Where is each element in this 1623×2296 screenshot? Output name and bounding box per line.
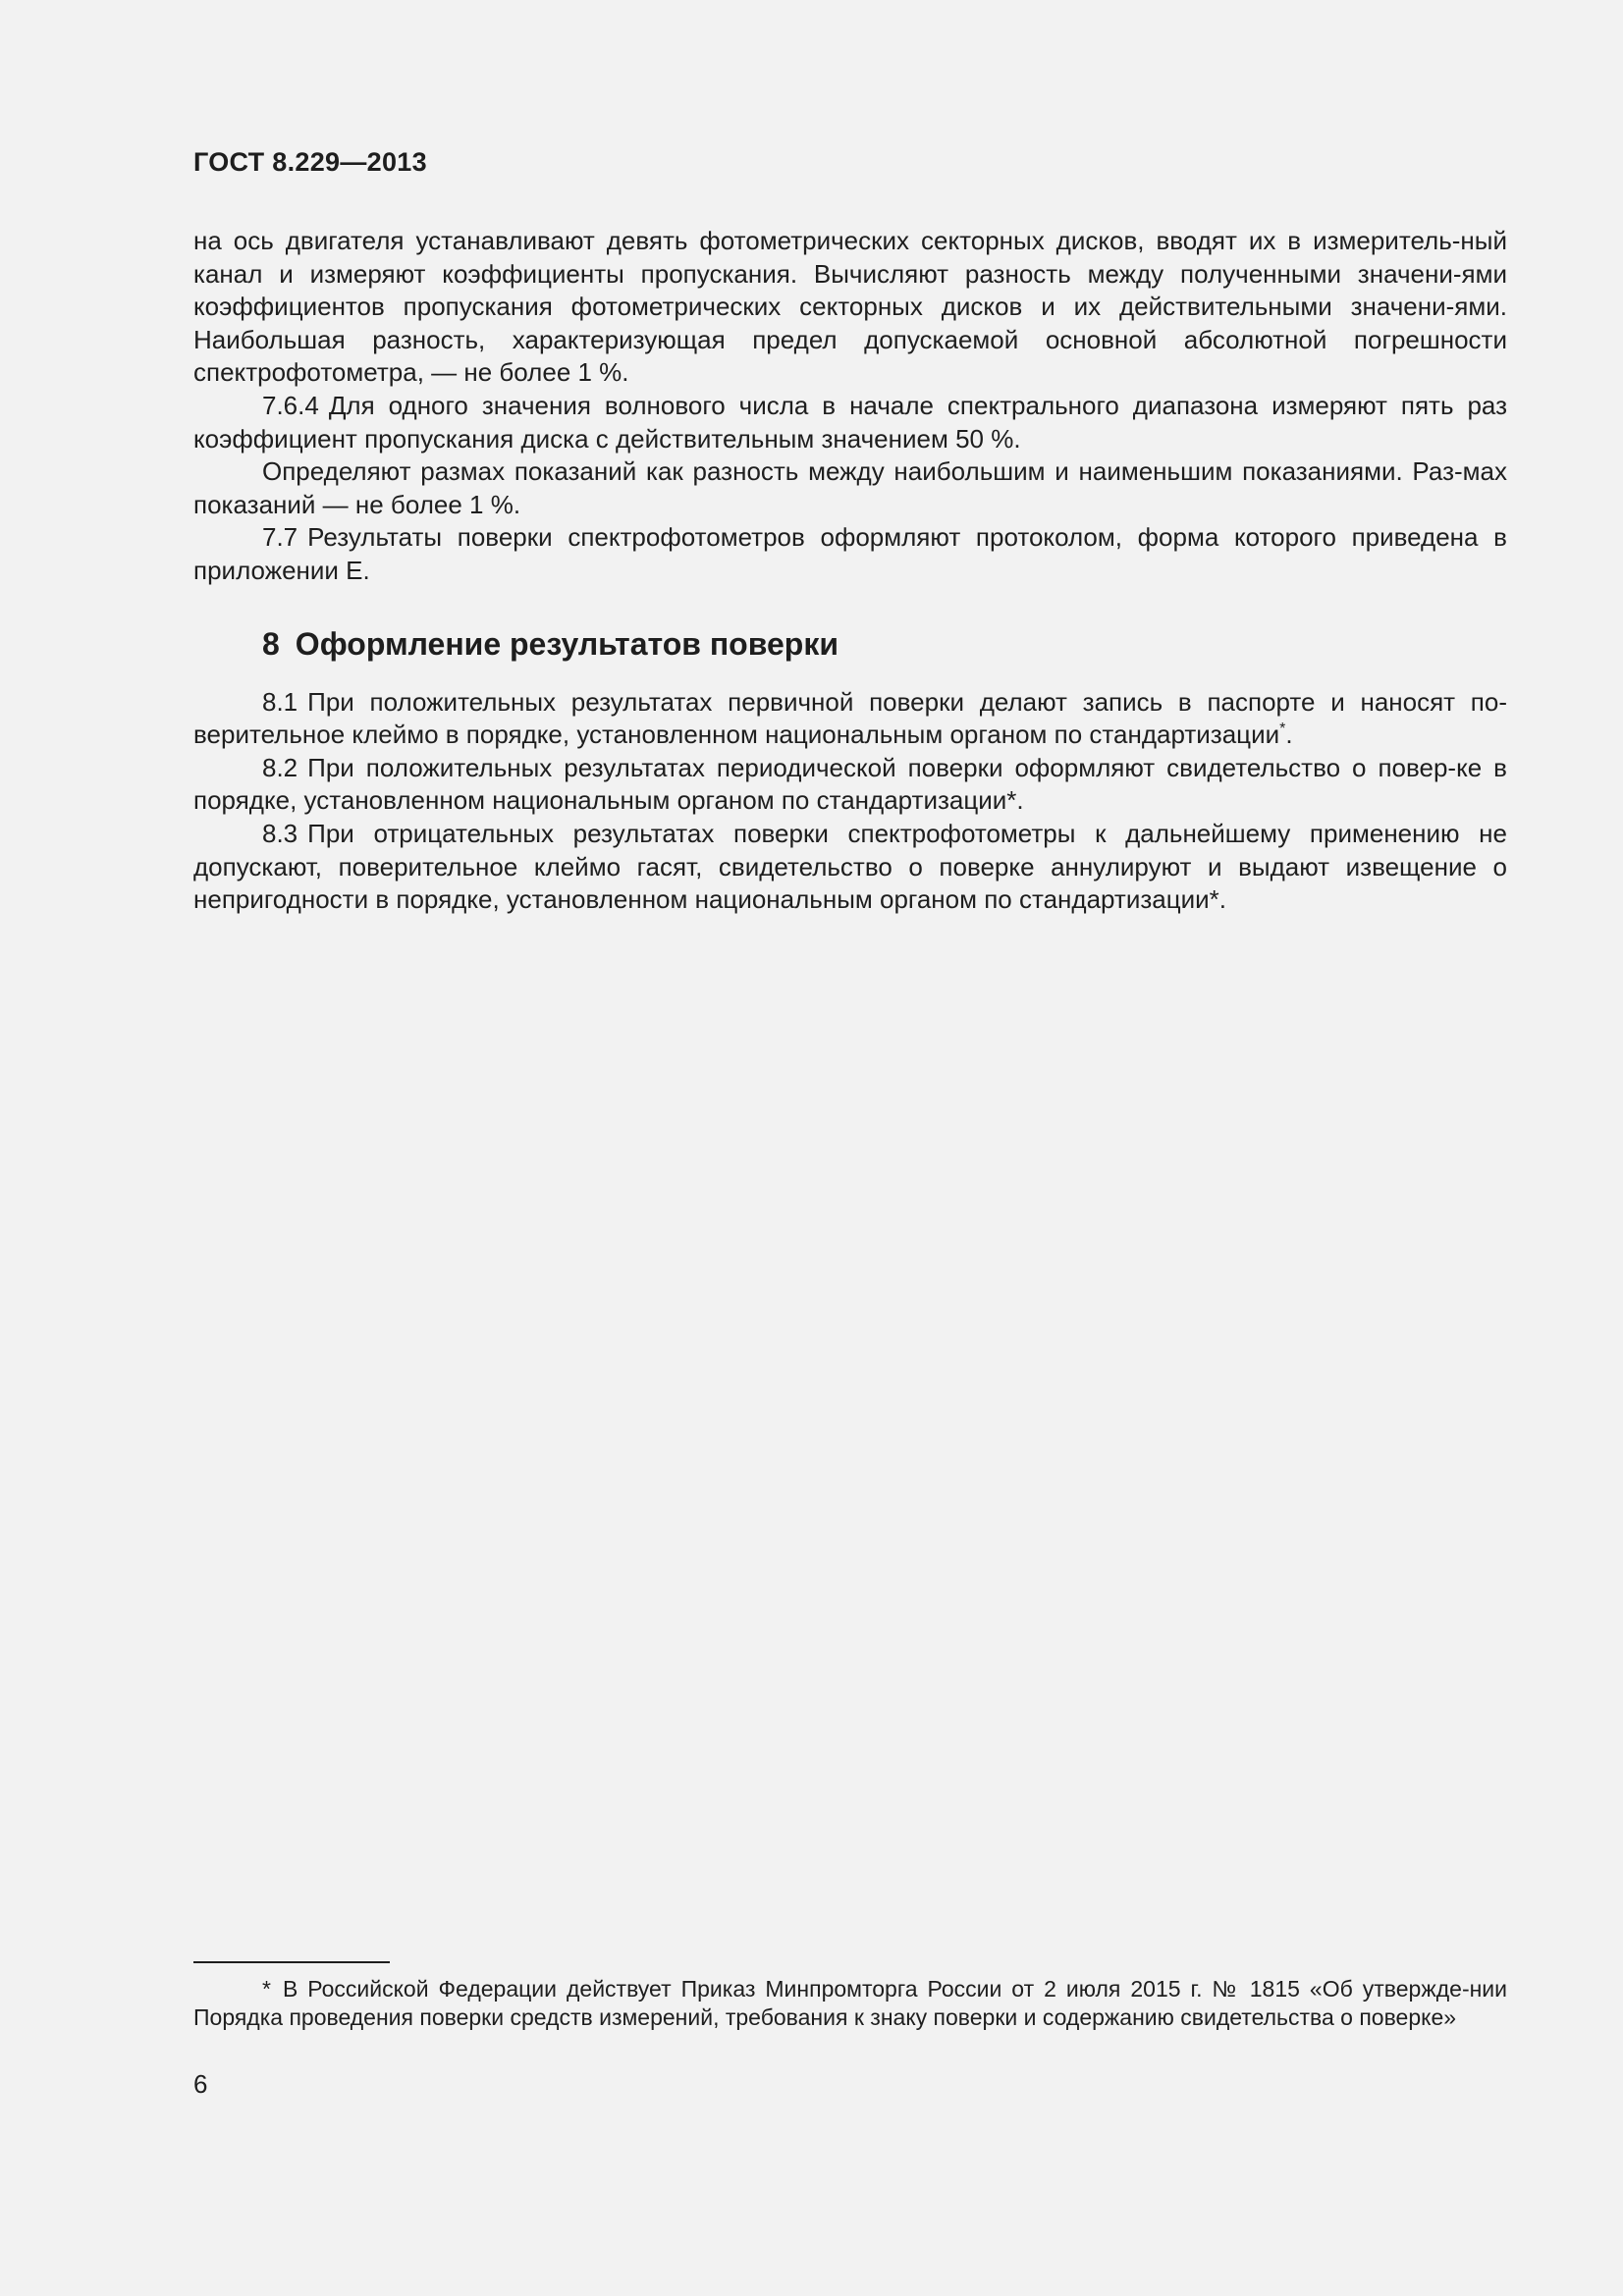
section-number: 8: [262, 625, 280, 662]
clause-text: Для одного значения волнового числа в начале спектрального диапазона измеряют пять раз коэффициент пропускания диска с действительным значением 50 %.: [193, 390, 1507, 454]
footnote-mark: *: [1279, 721, 1286, 738]
clause-8-1: [193, 686, 1507, 752]
clause-number: 8.2: [262, 752, 298, 782]
section-heading: [193, 588, 1507, 686]
clause-number: 7.7: [262, 522, 298, 553]
clause-7-7: [193, 521, 1507, 587]
page-number: 6: [193, 2069, 208, 2099]
footnote-divider: [193, 1961, 390, 1963]
clause-text: При положительных результатах периодической поверки оформляют свидетельство о повер-ке в порядке, установленном национальным органом по стандартизации*.: [193, 752, 1507, 816]
document-body: [193, 225, 1507, 917]
clause-number: 8.1: [262, 686, 298, 717]
paragraph-range: Определяют размах показаний как разность между наибольшим и наименьшим показаниями. Раз-мах показаний — не более 1 %.: [193, 456, 1507, 519]
paragraph-continued: на ось двигателя устанавливают девять фотометрических секторных дисков, вводят их в измеритель-ный канал и измеряют коэффициенты пропускания. Вычисляют разность между полученными значени-ями коэффициентов пропускания фотометрических секторных дисков и их действительными значени-ями. Наибольшая разность, характеризующая предел допускаемой основной абсолютной погрешности спектрофотометра, — не более 1 %.: [193, 226, 1507, 388]
clause-number: 8.3: [262, 818, 298, 848]
footnote: [193, 1975, 1507, 2032]
document-header: ГОСТ 8.229—2013: [193, 147, 427, 177]
clause-text: При отрицательных результатах поверки спектрофотометры к дальнейшему применению не допускают, поверительное клеймо гасят, свидетельство о поверке аннулируют и выдают извещение о непригодности в порядке, установленном национальным органом по стандартизации*.: [193, 818, 1507, 915]
clause-number: 7.6.4: [262, 390, 319, 420]
clause-7-6-4: [193, 390, 1507, 455]
clause-text: При положительных результатах первичной поверки делают запись в паспорте и наносят по-верительное клеймо в порядке, установленном национальным органом по стандартизации: [193, 686, 1507, 750]
clause-8-3: [193, 818, 1507, 917]
footnote-text: В Российской Федерации действует Приказ Минпромторга России от 2 июля 2015 г. № 1815 «Об утвержде-нии Порядка проведения поверки средств измерений, требования к знаку поверки и содержанию свидетельства о поверке»: [193, 1976, 1507, 2030]
clause-text: Результаты поверки спектрофотометров оформляют протоколом, форма которого приведена в приложении Е.: [193, 522, 1507, 585]
footnote-mark: *: [262, 1976, 271, 2002]
section-title: Оформление результатов поверки: [295, 625, 839, 662]
clause-8-2: [193, 752, 1507, 818]
clause-end: .: [1285, 720, 1293, 750]
